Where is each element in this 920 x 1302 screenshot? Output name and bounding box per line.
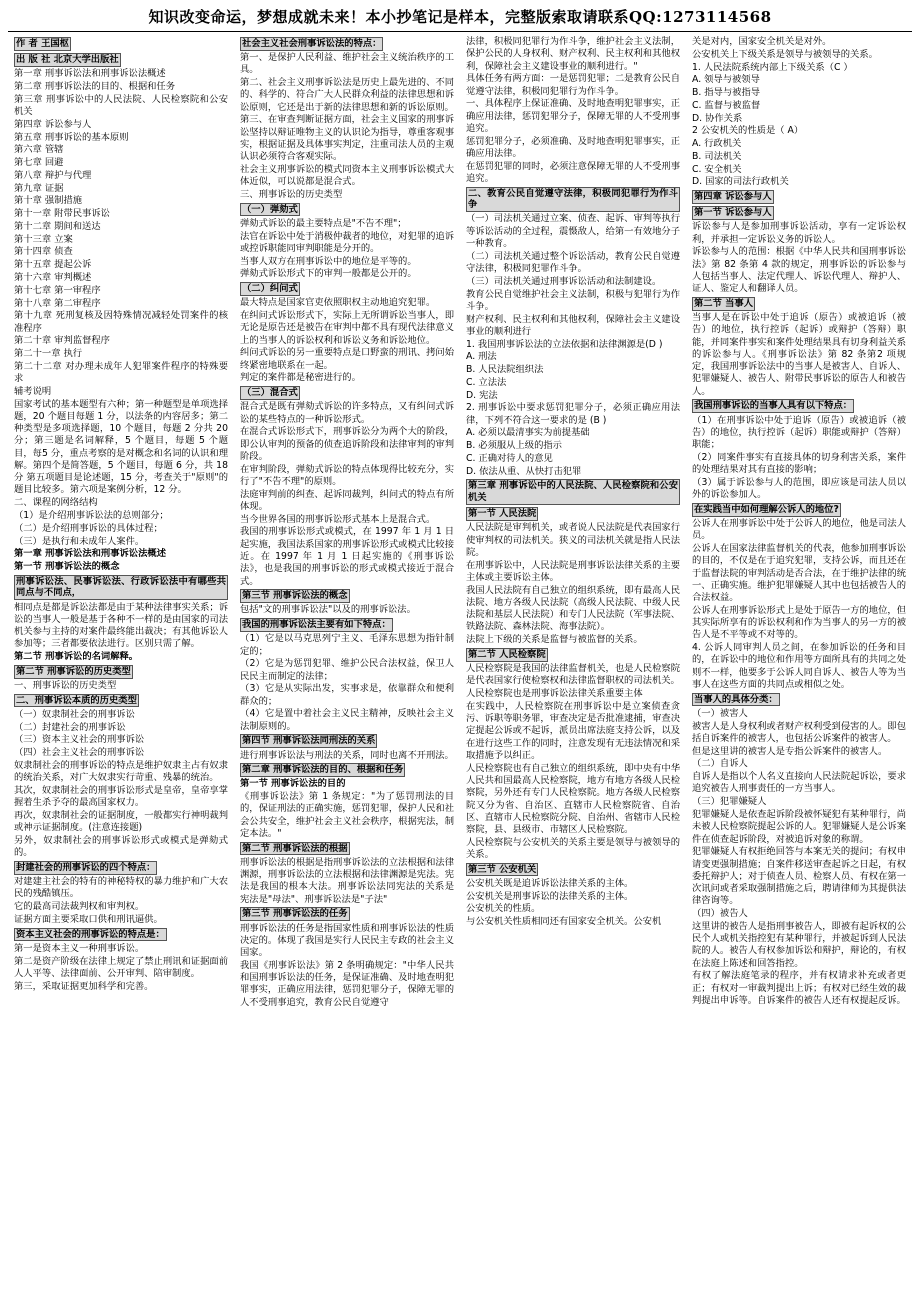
paragraph: 奴隶制社会的刑事诉讼的特点是维护奴隶主占有奴隶的统治关系，对广大奴隶实行苛重、残暴的统治。 <box>14 759 228 784</box>
paragraph <box>14 574 228 601</box>
paragraph: 但是这里讲的被害人是专指公诉案件的被害人。 <box>692 745 888 757</box>
paragraph <box>466 647 680 663</box>
highlighted-label: （一）弹劾式 <box>242 203 298 215</box>
paragraph: B. 指导与被指导 <box>692 87 761 99</box>
paragraph: 另外，奴隶制社会的刑事诉讼形式或模式是弹劾式的。 <box>14 835 228 859</box>
paragraph: A. 必须以最清事实为前提基础 <box>466 427 590 439</box>
page-banner: 知识改变命运，梦想成就未来！本小抄笔记是样本，完整版索取请联系QQ:1273114568 <box>148 8 772 26</box>
highlighted-heading: 社会主义社会刑事诉讼法的特点： <box>242 38 382 49</box>
paragraph: 一、具体程序上保证准确、及时地查明犯罪事实，正确应用法律，惩罚犯罪分子，保障无罪的人不受刑事追究。 <box>466 98 680 134</box>
paragraph: 第二十二章 对办理未成年人犯罪案件程序的特殊要求 <box>14 360 228 385</box>
paragraph <box>692 205 906 221</box>
paragraph: C. 安全机关 <box>692 163 742 175</box>
paragraph: B. 司法机关 <box>692 150 742 162</box>
paragraph <box>240 617 454 633</box>
paragraph: 《刑事诉讼法》第 1 条规定："为了惩罚刑法的目的，保证刑法的正确实施，惩罚犯罪，保护人民和社会公共安全，维护社会主义社会秩序，根据宪法，制定本法。" <box>240 791 454 839</box>
paragraph: C. 正确对待人的意见 <box>466 452 553 464</box>
paragraph: 刑事诉讼法的根据是指刑事诉讼法的立法根据和法律渊源，刑事诉讼法的立法根据和法律渊源是宪法。宪法是我国的根本大法。刑事诉讼法同宪法的关系是 宪法是"母法"、刑事诉讼法是"子法" <box>240 856 454 905</box>
paragraph: 第二十章 审判监督程序 <box>14 335 110 347</box>
paragraph: 弹劾式诉讼的最主要特点是"不告不理"； <box>240 217 407 229</box>
paragraph: 惩罚犯罪分子，必须准确、及时地查明犯罪事实，正确应用法律。 <box>466 135 680 159</box>
paragraph: 第十九章 死刑复核及因特殊情况减轻处罚案件的核准程序 <box>14 310 228 334</box>
paragraph: （二）封建社会的刑事诉讼 <box>14 721 126 733</box>
paragraph: C. 监督与被监督 <box>692 99 761 111</box>
paragraph: 在混合式诉讼形式下，刑事诉讼分为两个大的阶段，即公认审判的预备的侦查追诉阶段和法律审判的审判阶段。 <box>240 426 454 462</box>
section-heading: 第二节 刑事诉讼的名词解释。 <box>14 651 139 663</box>
highlighted-heading: 第二节 刑事诉讼的历史类型 <box>16 665 131 677</box>
paragraph: 第一、是保护人民利益、维护社会主义统治秩序的工具。 <box>240 52 454 76</box>
paragraph: 公安机关的性质。 <box>466 903 541 915</box>
paragraph: 第五章 刑事诉讼的基本原则 <box>14 131 129 143</box>
paragraph <box>14 860 228 876</box>
paragraph: 第三，采取证据更加科学和完善。 <box>14 980 154 992</box>
paragraph: 第二、社会主义刑事诉讼法是历史上最先进的、不同的、科学的、符合广大人民群众利益的法律思想和诉讼原则，它还是出于新的法律思想和新的诉讼原则。 <box>240 77 454 113</box>
highlighted-label: 出 版 社 北京大学出版社 <box>16 54 119 66</box>
paragraph: 犯罪嫌疑人有权拒绝回答与本案无关的提问；有权申请变更强制措施；自案件移送审查起诉之日起，有权委托辩护人；对于侦查人员、检察人员、有权在第一次讯问或者采取强制措施之后，聘请律师为其提供法律咨询等。 <box>692 846 906 907</box>
paragraph: D. 国家的司法行政机关 <box>692 176 789 188</box>
paragraph: （1）是介绍刑事诉讼法的总则部分； <box>14 510 169 522</box>
paragraph: A. 刑法 <box>466 351 497 363</box>
paragraph: 人民检察院也有自己独立的组织系统，即中央有中华人民共和国最高人民检察院，地方有地方各级人民检察院，另外还有专门人民检察院。地方各级人民检察院又分为省、自治区、直辖市人民检察院省、自治区、直辖市人民检察院分院、自治州、省辖市人民检察院，县、县级市、市辖区人民检察院。 <box>466 762 680 836</box>
paragraph: 进行刑事诉讼法与刑法的关系，同时也离不开刑法。 <box>240 749 454 761</box>
paragraph: 三、刑事诉讼的历史类型 <box>240 189 343 201</box>
paragraph: （1）在刑事诉讼中处于追诉（原告）或被追诉（被告）的地位，执行控诉（起诉）职能或辩护（答辩）职能； <box>692 414 906 451</box>
paragraph: 在审判阶段，弹劾式诉讼的特点体现得比较充分，实行了"不告不理"的原则。 <box>240 463 454 487</box>
paragraph <box>466 478 680 505</box>
paragraph: 第八章 辩护与代理 <box>14 169 92 181</box>
paragraph: 公诉人在刑事诉讼形式上是处于原告一方的地位，但其实际所享有的诉讼权利和作为当事人的另一方的被告人是不平等或不对等的。 <box>692 604 906 641</box>
paragraph: （二）司法机关通过整个诉讼活动，教育公民自觉遵守法律，积极同犯罪作斗争。 <box>466 250 680 274</box>
paragraph: 我国人民法院有自己独立的组织系统，即有最高人民法院、地方各级人民法院（高级人民法院、中级人民法院和基层人民法院）和专门人民法院（军事法院、铁路法院、森林法院、海事法院）。 <box>466 584 680 633</box>
paragraph: 证据方面主要采取口供和刑讯逼供。 <box>14 913 163 925</box>
paragraph: （四）社会主义社会的刑事诉讼 <box>14 747 145 759</box>
paragraph <box>466 186 680 213</box>
paragraph: 第六章 管辖 <box>14 144 64 156</box>
paragraph: （二）是介绍刑事诉讼的具体过程； <box>14 522 163 534</box>
paragraph: A. 领导与被领导 <box>692 74 760 86</box>
highlighted-label: （二）纠问式 <box>242 283 298 295</box>
paragraph: 2. 刑事诉讼中要求惩罚犯罪分子，必须正确应用法律，下列不符合这一要求的是 (B ) <box>466 402 680 426</box>
paragraph: 再次，奴隶制社会的证据制度，一般都实行神明裁判或神示证据制度。(注意连接题) <box>14 810 228 834</box>
paragraph: 1. 我国刑事诉讼法的立法依据和法律渊源是(D ) <box>466 338 663 350</box>
paragraph <box>14 52 228 68</box>
paragraph: 第十一章 附带民事诉讼 <box>14 208 110 220</box>
paragraph: 第四章 诉讼参与人 <box>14 118 92 130</box>
highlighted-heading: 第二节 刑事诉讼法的根据 <box>242 842 348 854</box>
paragraph: 1. 人民法院系统内部上下级关系（C ） <box>692 61 853 73</box>
highlighted-heading: 第三节 刑事诉讼法的任务 <box>242 908 348 920</box>
column-3 <box>460 36 686 929</box>
highlighted-label: （三）混合式 <box>242 387 298 399</box>
paragraph: 第一章 刑事诉讼法和刑事诉讼法概述 <box>14 68 166 80</box>
paragraph: 法庭审判前的纠查、起诉同裁判，纠问式的特点有所体现。 <box>240 488 454 512</box>
paragraph: 第一是资本主义一种刑事诉讼。 <box>14 942 145 954</box>
paragraph: 第二是资产阶级在法律上规定了禁止刑讯和证据面前人人平等、法律面前、公开审判、陪审制度。 <box>14 955 228 979</box>
paragraph: （3）它是从实际出发，实事求是，依靠群众和便利群众的； <box>240 683 454 707</box>
paragraph: 刑事诉讼法的任务是指国家性质和刑事诉讼法的性质决定的。体现了我国是实行人民民主专政的社会主义国家。 <box>240 922 454 959</box>
paragraph: （一）奴隶制社会的刑事诉讼 <box>14 708 135 720</box>
paragraph: 第十三章 立案 <box>14 233 73 245</box>
paragraph: B. 人民法院组织法 <box>466 364 544 376</box>
paragraph: （一）被害人 <box>692 707 748 719</box>
paragraph: 第十二章 期间和送达 <box>14 220 101 232</box>
paragraph <box>240 762 454 778</box>
paragraph: 公安机关是刑事诉讼的法律关系的主体。 <box>466 890 634 902</box>
paragraph: 其次，奴隶制社会的刑事诉讼形式是皇帝，皇帝享掌握着生杀予夺的最高国家权力。 <box>14 784 228 809</box>
paragraph <box>240 202 454 218</box>
text-columns <box>8 36 912 1009</box>
paragraph: 包括"文的刑事诉讼法"以及的刑事诉讼法。 <box>240 604 416 616</box>
paragraph: 人民法院是审判机关，或者说人民法院是代表国家行使审判权的司法机关。狭义的司法机关就是指人民法院。 <box>466 522 680 558</box>
paragraph <box>240 385 454 401</box>
paragraph <box>240 36 454 52</box>
paragraph: 具体任务有两方面：一是惩罚犯罪；二是教育公民自觉遵守法律，积极同犯罪行为作斗争。 <box>466 73 680 97</box>
paragraph <box>14 927 228 943</box>
paragraph: 财产权利、民主权利和其他权利，保障社会主义建设事业的顺利进行 <box>466 313 680 337</box>
paragraph: 第三、在审查判断证据方面，社会主义国家的刑事诉讼坚持以辩证唯物主义的认识论为指导，尊重客观事实，根据证据及具体事实判定，注重司法人员的主观认识必须符合客观实际。 <box>240 114 454 163</box>
paragraph <box>240 588 454 604</box>
paragraph: 在纠问式诉讼形式下，实际上无所谓诉讼当事人，即无论是原告还是被告在审判中都不具有现代法律意义上的当事人的诉讼权利和诉讼义务和诉讼地位。 <box>240 310 454 346</box>
paragraph <box>466 506 680 522</box>
paragraph: 第九章 证据 <box>14 182 64 194</box>
paragraph <box>240 281 454 297</box>
paragraph: 一、刑事诉讼的历史类型 <box>14 680 117 691</box>
paragraph: 教育公民自觉维护社会主义法制，积极与犯罪行为作斗争。 <box>466 288 680 312</box>
paragraph <box>692 296 906 312</box>
paragraph: D. 协作关系 <box>692 112 743 124</box>
paragraph: 第七章 回避 <box>14 157 64 169</box>
paragraph: 第三章 刑事诉讼中的人民法院、人民检察院和公安机关 <box>14 93 228 118</box>
highlighted-label: 第四章 诉讼参与人 <box>694 191 772 203</box>
paragraph: 社会主义刑事诉讼的模式同资本主义刑事诉讼模式大体近似，可以说都是混合式。 <box>240 164 454 188</box>
column-4 <box>686 36 912 1008</box>
paragraph <box>240 841 454 857</box>
highlighted-heading: 我国的刑事诉讼法主要有如下特点： <box>242 619 391 631</box>
paragraph: 我国《刑事诉讼法》第 2 条明确规定："中华人民共和国刑事诉讼法的任务，是保证准确、及时地查明犯罪事实，正确应用法律，惩罚犯罪分子，保障无罪的人不受刑事追究，教育公民自觉遵守 <box>240 959 454 1008</box>
paragraph: （三）司法机关通过刑事诉讼活动和法制建设。 <box>466 275 662 287</box>
paragraph: 对建建主社会的特有的神秘特权的暴力维护和广大农民的残酷镇压。 <box>14 876 228 900</box>
paragraph: 弹劾式诉讼形式下的审判一般都是公开的。 <box>240 268 417 280</box>
paragraph: 第十章 强制措施 <box>14 195 83 207</box>
paragraph: （四）被告人 <box>692 908 748 920</box>
highlighted-heading: 二、教育公民自觉遵守法律，积极同犯罪行为作斗争 <box>468 187 678 211</box>
paragraph: A. 行政机关 <box>692 138 742 150</box>
paragraph: （三）资本主义社会的刑事诉讼 <box>14 734 145 746</box>
column-2 <box>234 36 460 1009</box>
highlighted-label: 第一节 人民法院 <box>468 508 537 520</box>
highlighted-heading: 第三节 刑事诉讼法的概念 <box>242 590 348 602</box>
paragraph: 人民检察院也是刑事诉讼法律关系重要主体 <box>466 688 643 700</box>
paragraph <box>466 862 680 878</box>
paragraph <box>692 398 906 414</box>
section-heading: 第一章 刑事诉讼法和刑事诉讼法概述 <box>14 548 166 560</box>
paragraph: 第十七章 第一审程序 <box>14 284 101 296</box>
highlighted-heading: 我国刑事诉讼的当事人具有以下特点： <box>694 400 853 412</box>
paragraph: 公诉人在国家法律监督机关的代表，他参加刑事诉讼的目的，不仅是在于追究犯罪，支持公诉，而且还在于监督法院的审判活动是否合法，在于维护法律的统一、正确实施。维护犯罪嫌疑人其中也包括被告人的合法权益。 <box>692 543 906 604</box>
paragraph: 犯罪嫌疑人是依查起诉阶段被怀疑犯有某种罪行，尚未被人民检察院提起公诉的人。犯罪嫌疑人是公诉案件在侦查起诉阶段，对被追诉对象的称谓。 <box>692 809 906 845</box>
paragraph <box>14 36 228 52</box>
paragraph: 在刑事诉讼中，人民法院是刑事诉讼法律关系的主要主体或主要诉讼主体。 <box>466 559 680 583</box>
paragraph <box>692 189 906 205</box>
paragraph: 在惩罚犯罪的同时，必须注意保障无罪的人不受刑事追究。 <box>466 160 680 184</box>
paragraph: 2 公安机关的性质是（ A） <box>692 125 804 137</box>
paragraph: 我国的刑事诉讼形式或模式，在 1997 年 1 月 1 日起实施，我国法系国家的刑事诉讼形式或模式比较接近。在 1997 年 1 月 1 日起实施的《刑事诉讼法》，也是我国的刑事诉讼的形式或模式接近于混合式。 <box>240 526 454 587</box>
highlighted-heading: 第四节 刑事诉讼法同刑法的关系 <box>242 735 376 747</box>
paragraph <box>240 733 454 749</box>
section-heading: 第一节 刑事诉讼法的目的 <box>240 778 346 790</box>
paragraph: （4）它是置中着社会主义民主精神，反映社会主义法制原则的。 <box>240 708 454 732</box>
highlighted-heading: 二、刑事诉讼本质的历史类型 <box>16 694 137 706</box>
paragraph: 第十八章 第二审程序 <box>14 297 101 309</box>
paragraph: D. 依法从重、从快打击犯罪 <box>466 465 582 477</box>
paragraph: 被害人是人身权利或者财产权利受到侵害的人。即包括自诉案件的被害人，也包括公诉案件的被害人。 <box>692 720 906 744</box>
paragraph: 4. 公诉人同审判人员之间，在参加诉讼的任务和目的，在诉讼中的地位和作用等方面所具有的共同之处则不一样，他要多于公诉人同自诉人、被告人等为当事人在这些方面的共同点或相似之处。 <box>692 642 906 690</box>
paragraph: 在实践中，人民检察院在刑事诉讼中是立案侦查贪污、诉职等职务罪，审查决定是否批准逮捕，审查决定提起公诉或不起诉，派员出席法庭支持公诉，以及在进行这些工作的同时，注意发现有无违法情况和采取措施予以纠正。 <box>466 700 680 761</box>
paragraph: B. 必须服从上级的指示 <box>466 440 562 452</box>
highlighted-heading: 第二章 刑事诉讼法的目的、根据和任务 <box>242 764 404 776</box>
highlighted-heading: 刑事诉讼法、民事诉讼法、行政诉讼法中有哪些共同点与不同点， <box>16 575 226 599</box>
column-1 <box>8 36 234 993</box>
paragraph: 法律，积极同犯罪行为作斗争，维护社会主义法制，保护公民的人身权利、财产权利、民主权利和其他权利，保障社会主义建设事业的顺利进行。" <box>466 36 680 72</box>
highlighted-heading: 当事人的具体分类： <box>694 693 778 705</box>
paragraph: 人民检察院是我国的法律监督机关，也是人民检察院是代表国家行使检察权和法律监督职权的司法机关。 <box>466 663 680 687</box>
paragraph: 第二章 刑事诉讼法的目的、根据和任务 <box>14 80 176 92</box>
paragraph: 第十六章 审判概述 <box>14 271 92 283</box>
paragraph: （一）司法机关通过立案、侦查、起诉、审判等执行等诉讼活动的全过程，震慑敌人，给第一有效地分子一种教育。 <box>466 213 680 249</box>
paragraph: 判定的案件都是秘密进行的。 <box>240 372 361 384</box>
paragraph: C. 立法法 <box>466 376 507 388</box>
highlighted-heading: 资本主义社会的刑事诉讼的特点是： <box>16 928 165 940</box>
paragraph: 关是对内，国家安全机关是对外。 <box>692 36 832 47</box>
highlighted-label: 作 者 王国枢 <box>16 38 69 49</box>
paragraph: 与公安机关性质相同还有国家安全机关。公安机 <box>466 916 662 928</box>
paragraph: 辅考说明 <box>14 385 52 397</box>
paragraph: 当事人是在诉讼中处于追诉（原告）或被追诉（被告）的地位，执行控诉（起诉）或辩护（答辩）职能，并同案件事实和案件处理结果具有切身利益关系的诉讼参与人。《刑事诉讼法》第 82 条第2 项规定，我国刑事诉讼法中的当事人是被害人、自诉人、犯罪嫌疑人、被告人、附带民事诉讼的原告人和被告人。 <box>692 312 906 397</box>
paragraph: （三）是执行和未成年人案件。 <box>14 535 145 547</box>
highlighted-heading: 在实践当中如何理解公诉人的地位? <box>694 503 839 515</box>
highlighted-label: 第二节 当事人 <box>694 298 754 309</box>
paragraph: 第二十一章 执行 <box>14 348 83 360</box>
paragraph: （2）它是为惩罚犯罪、维护公民合法权益，保卫人民民主而制定的法律； <box>240 658 454 682</box>
paragraph: 这里讲的被告人是指刑事被告人，即被有起诉权的公民个人或机关指控犯有某种罪行，并被起诉到人民法院的人。被告人有权参加诉讼和辩护，辩论的，有权在法庭上陈述和回答指控。 <box>692 920 906 969</box>
paragraph: 公安机关上下级关系是领导与被领导的关系。 <box>692 48 878 60</box>
paragraph: 二、课程的网络结构 <box>14 497 98 509</box>
highlighted-label: 第二节 人民检察院 <box>468 648 546 660</box>
paragraph: 国家考试的基本题型有六种；第一种题型是单项选择题，20 个题目每题 1 分，以法条的内容居多；第二种类型是多项选择题，10 个题目，每题 2 分共 20 分；第三题是名词解释，5 个题目，每题 5 个题目，每5 分，重点考察的是对概念和名词的认识和理解。第四个是简答题，5 个题目，每题 6 分，共 18 分 第五项题目是论述题，15 分，考查关于"原则"的题目比较多。第六项是案例分析，12 分。 <box>14 398 228 496</box>
paragraph: 它的最高司法裁判权和审判权。 <box>14 901 145 913</box>
paragraph: 公安机关既是追诉诉讼法律关系的主体。 <box>466 877 634 889</box>
paragraph: （3）属于诉讼参与人的范围，即应该是司法人员以外的诉讼参加人。 <box>692 476 906 501</box>
paragraph: 第十五章 提起公诉 <box>14 259 92 271</box>
paragraph: 混合式是既有弹劾式诉讼的许多特点，又有纠问式诉讼的某些特点的一种诉讼形式。 <box>240 401 454 425</box>
paragraph <box>692 502 906 518</box>
highlighted-heading: 封建社会的刑事诉讼的四个特点： <box>16 862 156 874</box>
paragraph: 最大特点是国家官吏依照职权主动地追究犯罪。 <box>240 297 436 309</box>
header-divider <box>8 31 912 32</box>
paragraph: 诉讼参与人是参加刑事诉讼活动，享有一定诉讼权利，并承担一定诉讼义务的诉讼人。 <box>692 221 906 245</box>
highlighted-label: 第一节 诉讼参与人 <box>694 207 772 219</box>
paragraph: （2）同案件事实有直接具体的切身利害关系，案件的处理结果对其有直接的影响； <box>692 451 906 476</box>
paragraph: D. 宪法 <box>466 389 498 401</box>
paragraph: 自诉人是指以个人名义直接向人民法院起诉讼，要求追究被告人刑事责任的一方当事人。 <box>692 771 906 795</box>
paragraph: （1）它是以马克思列宁主义、毛泽东思想为指针制定的； <box>240 633 454 657</box>
paragraph <box>14 664 228 680</box>
paragraph <box>240 906 454 922</box>
paragraph: 诉讼参与人的范围：根据《中华人民共和国刑事诉讼法》第 82 条第 4 款的规定，刑事诉讼的诉讼参与人包括当事人、法定代理人、诉讼代理人、辩护人、证人、鉴定人和翻译人员。 <box>692 246 906 295</box>
paragraph: （三）犯罪嫌疑人 <box>692 796 767 808</box>
section-heading: 第一节 刑事诉讼法的概念 <box>14 561 120 573</box>
paragraph: 法官在诉讼中处于消极仲裁者的地位，对犯罪的追诉或控诉职能同审判职能是分开的。 <box>240 230 454 254</box>
paragraph: 有权了解法庭笔录的程序，并有权请求补充或者更正；有权对一审裁判提出上诉；有权对已经生效的裁判提出申诉等。自诉案件的被告人还有权提起反诉。 <box>692 970 906 1006</box>
paragraph: 人民检察院与公安机关的关系主要是领导与被领导的关系。 <box>466 836 680 861</box>
highlighted-label: 第三节 公安机关 <box>468 863 537 875</box>
paragraph: 公诉人在刑事诉讼中处于公诉人的地位，他是司法人员。 <box>692 518 906 542</box>
paragraph: 第十四章 侦查 <box>14 246 73 258</box>
paragraph: （二）自诉人 <box>692 758 748 770</box>
paragraph: 纠问式诉讼的另一重要特点是口野蛮的刑讯、拷问始终紧密地联系在一起。 <box>240 347 454 371</box>
paragraph <box>14 693 228 709</box>
paragraph: 当今世界各国的刑事诉讼形式基本上是混合式。 <box>240 513 436 525</box>
paragraph: 当事人双方在刑事诉讼中的地位是平等的。 <box>240 255 417 267</box>
paragraph: 法院上下级的关系是监督与被监督的关系。 <box>466 634 643 646</box>
highlighted-heading: 第三章 刑事诉讼中的人民法院、人民检察院和公安机关 <box>468 480 678 504</box>
paragraph: 相同点是都是诉讼法都是由于某种法律事实关系；诉讼的当事人一般是基于各种不一样的是由国家的司法机关参与主持的对案件最终能出裁决；有其他诉讼人参加等；三者都要依法进行。区别只需了解。 <box>14 601 228 650</box>
paragraph <box>692 692 906 708</box>
